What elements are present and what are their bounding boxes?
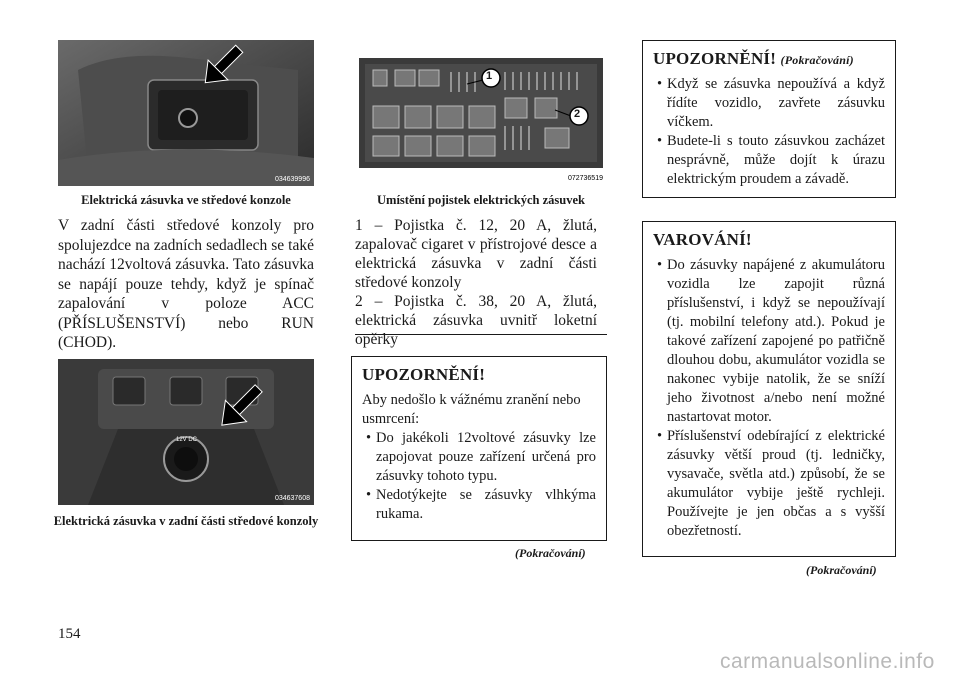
list-item: • Budete-li s touto zásuvkou zacházet nesprávně, může dojít k úrazu elektrickým proudem a závadě. bbox=[653, 132, 885, 189]
figure-code: 034637608 bbox=[274, 495, 310, 502]
continued-label: (Pokračování) bbox=[806, 563, 877, 577]
center-console-photo bbox=[58, 40, 314, 186]
caution-list bbox=[362, 429, 596, 524]
warning-title: VAROVÁNÍ! bbox=[653, 230, 752, 249]
list-item: • Do zásuvky napájené z akumulátoru vozidla lze zapojit různá příslušenství, i když se nepoužívají (tj. mobilní telefony atd.). Pokud je takové zařízení zapojené po patřičně dlouhou dobu, akumulátor vozidla se nakonec vybije natolik, že se sníží jeho životnost a/nebo není možné nastartovat motor. bbox=[653, 256, 885, 427]
continued-label: (Pokračování) bbox=[515, 546, 586, 560]
callout-1-label: 1 bbox=[486, 70, 493, 82]
rear-console-caption: Elektrická zásuvka v zadní části středové konzoly bbox=[53, 514, 319, 528]
fuse-box-caption: Umístění pojistek elektrických zásuvek bbox=[377, 193, 585, 207]
warning-box bbox=[642, 221, 896, 557]
figure-code: 034639996 bbox=[274, 176, 310, 183]
plug-label: 12V DC bbox=[176, 437, 198, 443]
callout-2-label: 2 bbox=[574, 108, 581, 120]
warning-list bbox=[653, 256, 885, 541]
caution-intro: Aby nedošlo k vážnému zranění nebo usmrcení: bbox=[362, 392, 581, 427]
center-console-caption: Elektrická zásuvka ve středové konzole bbox=[81, 193, 291, 207]
caution-title: UPOZORNĚNÍ! bbox=[362, 365, 486, 384]
rear-console-photo bbox=[58, 359, 314, 505]
caution-box bbox=[351, 356, 607, 541]
list-item: • Když se zásuvka nepoužívá a když řídíte vozidlo, zavřete zásuvku víčkem. bbox=[653, 75, 885, 132]
caution-continued-box bbox=[642, 40, 896, 198]
left-body-text: V zadní části středové konzoly pro spolujezdce na zadních sedadlech se také nachází 12voltová zásuvka. Tato zásuvka se napájí pouze tehdy, když je spínač zapalování v poloze ACC (PŘÍSLUŠENSTVÍ) nebo RUN (CHOD). bbox=[58, 217, 314, 351]
caution-continued-title bbox=[653, 49, 885, 69]
title-subtitle: (Pokračování) bbox=[780, 53, 854, 67]
page-number: 154 bbox=[58, 626, 81, 642]
list-item: • Do jakékoli 12voltové zásuvky lze zapojovat pouze zařízení určená pro zásuvky tohoto typu. bbox=[362, 429, 596, 486]
list-item: • Nedotýkejte se zásuvky vlhkýma rukama. bbox=[362, 486, 596, 524]
fuse-box-diagram bbox=[355, 40, 607, 186]
figure-code: 072736519 bbox=[567, 175, 603, 182]
fuse-item-2: 2 – Pojistka č. 38, 20 A, žlutá, elektrická zásuvka uvnitř loketní opěrky bbox=[355, 293, 597, 348]
fuse-item-1: 1 – Pojistka č. 12, 20 A, žlutá, zapalovač cigaret v přístrojové desce a elektrická zásuvka v zadní části středové konzoly bbox=[355, 217, 597, 291]
watermark-text: carmanualsonline.info bbox=[720, 650, 935, 673]
title-text: UPOZORNĚNÍ! bbox=[653, 49, 777, 68]
caution-continued-list bbox=[653, 75, 885, 189]
section-divider bbox=[355, 334, 607, 335]
list-item: • Příslušenství odebírající z elektrické zásuvky větší proud (tj. ledničky, vysavače, světla atd.) způsobí, že se akumulátor vybije ještě rychleji. Používejte je jen občas a s vyšší obezřetností. bbox=[653, 427, 885, 541]
